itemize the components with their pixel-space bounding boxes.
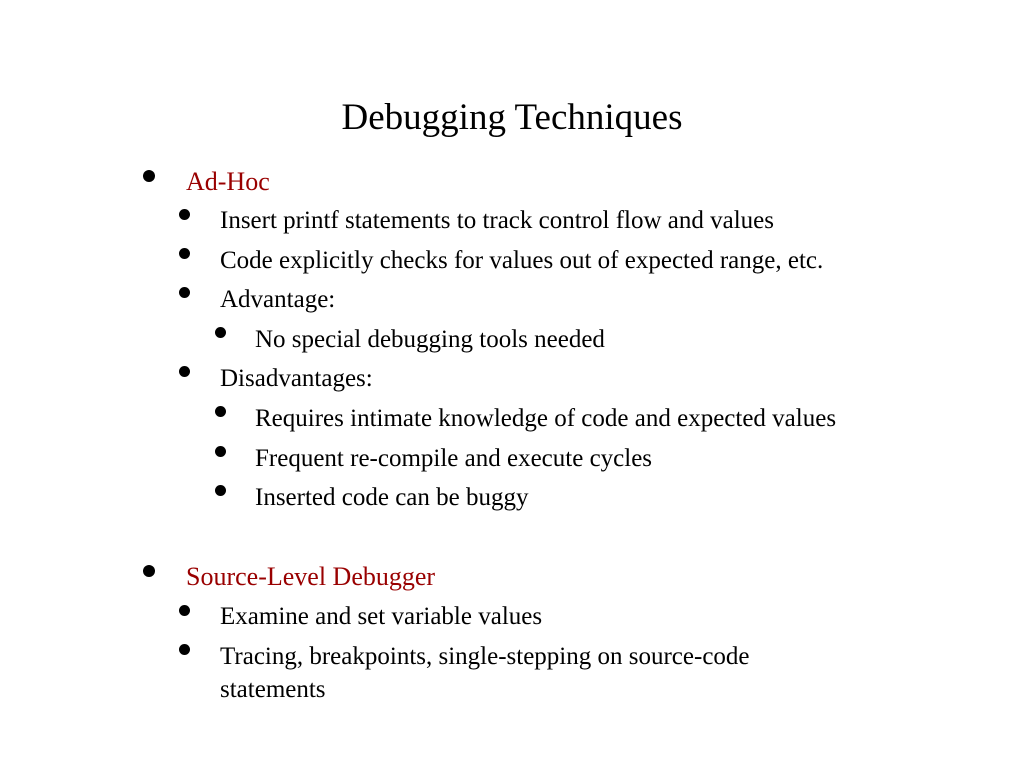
bullet-icon	[179, 287, 190, 298]
sub-list-item: Requires intimate knowledge of code and expected values	[255, 405, 837, 432]
bullet-icon	[143, 170, 155, 182]
sub-list-item: Frequent re-compile and execute cycles	[255, 445, 653, 472]
list-item: Code explicitly checks for values out of expected range, etc.	[220, 247, 824, 274]
list-item: Insert printf statements to track control flow and values	[220, 207, 775, 234]
bullet-icon	[179, 209, 190, 220]
bullet-icon	[215, 406, 226, 417]
sub-list-item: Inserted code can be buggy	[255, 484, 529, 511]
list-item: Tracing, breakpoints, single-stepping on source-code	[220, 643, 750, 670]
list-item: Examine and set variable values	[220, 603, 543, 630]
bullet-icon	[179, 248, 190, 259]
bullet-icon	[215, 485, 226, 496]
bullet-icon	[215, 327, 226, 338]
bullet-icon	[179, 605, 190, 616]
bullet-icon	[179, 644, 190, 655]
bullet-icon	[143, 565, 155, 577]
bullet-icon	[179, 366, 190, 377]
list-item: Disadvantages:	[220, 365, 373, 392]
list-item-continuation: statements	[220, 676, 326, 703]
section-heading-ad-hoc: Ad-Hoc	[186, 167, 270, 196]
list-item: Advantage:	[220, 286, 336, 313]
bullet-icon	[215, 446, 226, 457]
slide-title: Debugging Techniques	[341, 97, 683, 138]
section-heading-source-level-debugger: Source-Level Debugger	[186, 562, 436, 591]
sub-list-item: No special debugging tools needed	[255, 326, 605, 353]
